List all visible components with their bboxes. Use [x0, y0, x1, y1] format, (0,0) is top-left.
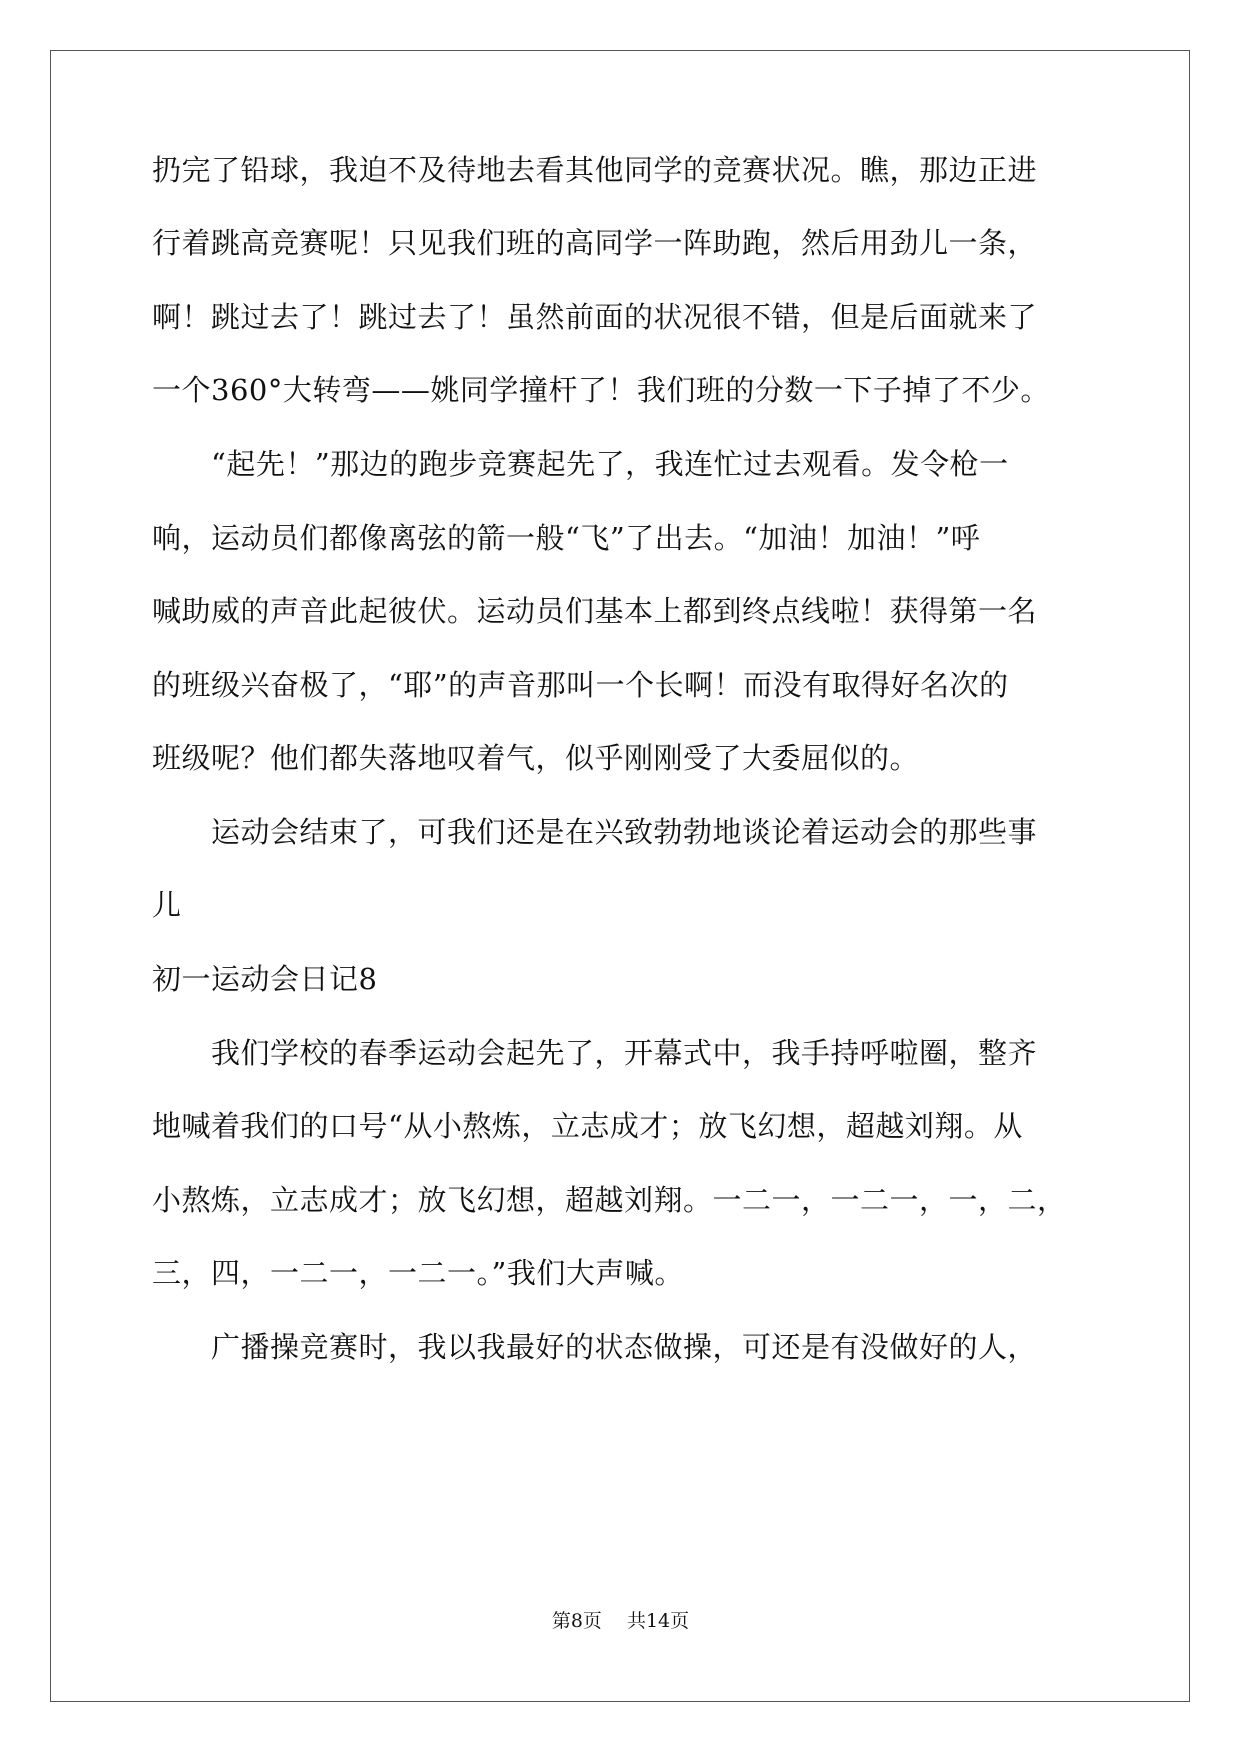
text-line: 儿	[152, 888, 182, 922]
text-line: 啊！跳过去了！跳过去了！虽然前面的状况很不错，但是后面就来了	[152, 300, 1038, 334]
page-number-footer: 第8页 共14页	[551, 1610, 690, 1632]
text-line: 喊助威的声音此起彼伏。运动员们基本上都到终点线啦！获得第一名	[152, 594, 1038, 628]
text-line: “起先！”那边的跑步竞赛起先了，我连忙过去观看。发令枪一	[152, 447, 1009, 481]
text-line: 运动会结束了，可我们还是在兴致勃勃地谈论着运动会的那些事	[152, 815, 1038, 849]
text-line: 行着跳高竞赛呢！只见我们班的高同学一阵助跑，然后用劲儿一条，	[152, 226, 1038, 260]
text-line: 一个360°大转弯——姚同学撞杆了！我们班的分数一下子掉了不少。	[152, 373, 1050, 407]
text-line: 我们学校的春季运动会起先了，开幕式中，我手持呼啦圈，整齐	[152, 1036, 1038, 1070]
text-line: 的班级兴奋极了，“耶”的声音那叫一个长啊！而没有取得好名次的	[152, 668, 1009, 702]
section-heading: 初一运动会日记8	[152, 962, 378, 996]
text-line: 班级呢？他们都失落地叹着气，似乎刚刚受了大委屈似的。	[152, 741, 920, 775]
text-line: 响，运动员们都像离弦的箭一般“飞”了出去。“加油！加油！”呼	[152, 521, 981, 555]
text-line: 广播操竞赛时，我以我最好的状态做操，可还是有没做好的人，	[152, 1330, 1038, 1364]
text-line: 三，四，一二一，一二一。”我们大声喊。	[152, 1256, 684, 1290]
text-line: 小熬炼，立志成才；放飞幻想，超越刘翔。一二一，一二一，一，二，	[152, 1183, 1067, 1217]
text-line: 扔完了铅球，我迫不及待地去看其他同学的竞赛状况。瞧，那边正进	[152, 153, 1038, 187]
text-line: 地喊着我们的口号“从小熬炼，立志成才；放飞幻想，超越刘翔。从	[152, 1109, 1023, 1143]
